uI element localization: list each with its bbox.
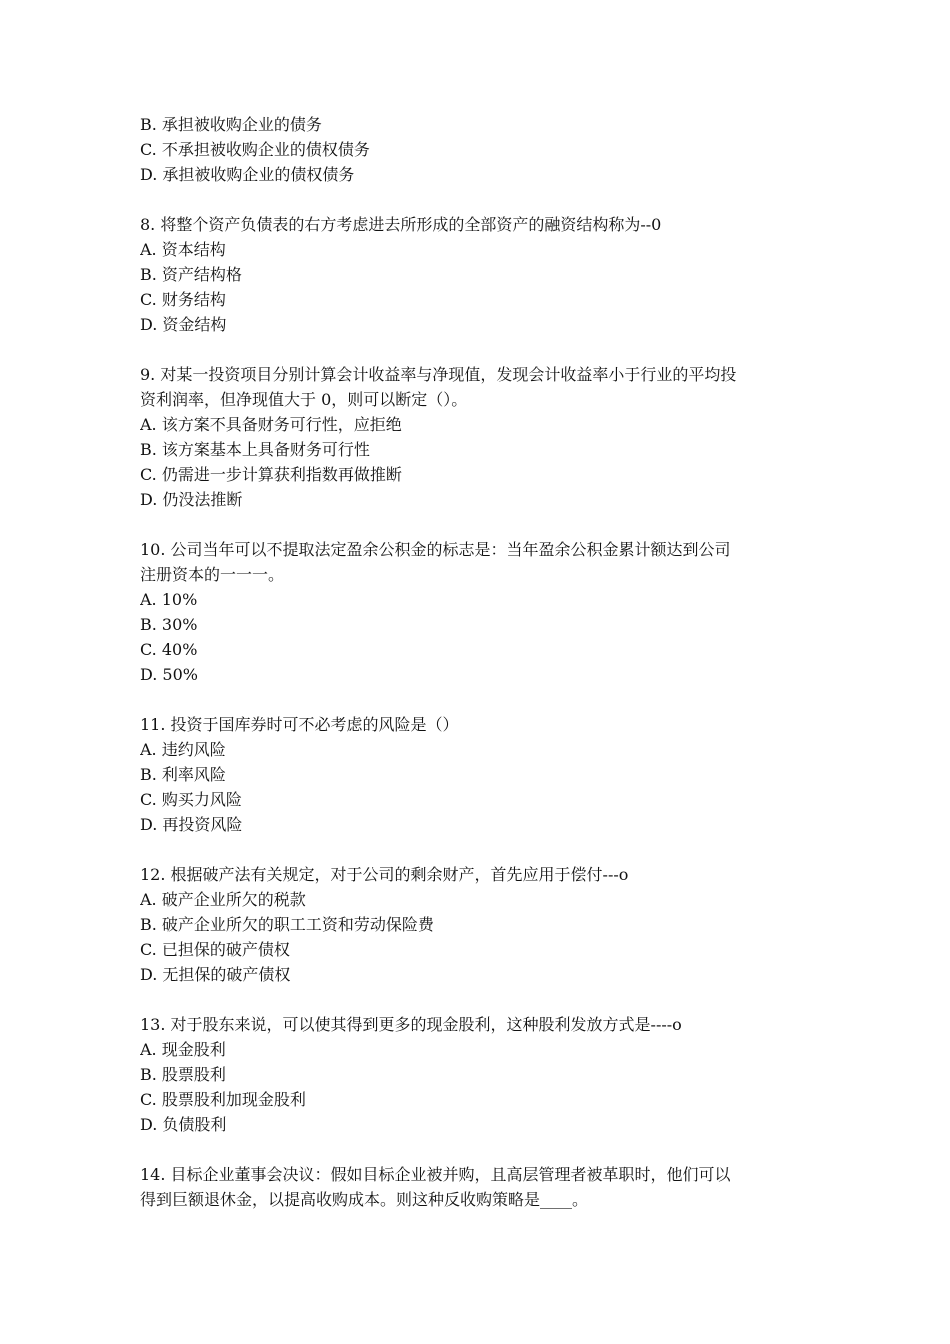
question-13 xyxy=(140,1012,820,1137)
option-line: D. 再投资风险 xyxy=(140,815,243,834)
option-line: A. 现金股利 xyxy=(140,1040,226,1059)
document-page xyxy=(140,112,820,1212)
option-line: D. 无担保的破产债权 xyxy=(140,965,291,984)
question-14 xyxy=(140,1162,820,1212)
option-line: B. 破产企业所欠的职工工资和劳动保险费 xyxy=(140,915,434,934)
option-line: B. 30% xyxy=(140,615,198,634)
question-stem: 12. 根据破产法有关规定，对于公司的剩余财产，首先应用于偿付---o xyxy=(140,865,629,884)
option-line: A. 该方案不具备财务可行性，应拒绝 xyxy=(140,415,402,434)
question-stem: 10. 公司当年可以不提取法定盈余公积金的标志是：当年盈余公积金累计额达到公司 xyxy=(140,540,731,559)
spacer xyxy=(140,187,820,212)
question-stem: 得到巨额退休金，以提高收购成本。则这种反收购策略是____。 xyxy=(140,1190,589,1209)
option-line: C. 财务结构 xyxy=(140,290,226,309)
question-stem: 8. 将整个资产负债表的右方考虑进去所形成的全部资产的融资结构称为--0 xyxy=(140,215,662,234)
option-line: D. 仍没法推断 xyxy=(140,490,243,509)
question-10 xyxy=(140,537,820,687)
question-stem: 注册资本的一一一。 xyxy=(140,565,285,584)
leading-options xyxy=(140,112,820,187)
question-stem: 11. 投资于国库券时可不必考虑的风险是（） xyxy=(140,715,459,734)
option-line: C. 股票股利加现金股利 xyxy=(140,1090,306,1109)
question-9 xyxy=(140,362,820,512)
option-line: C. 仍需进一步计算获利指数再做推断 xyxy=(140,465,402,484)
spacer xyxy=(140,687,820,712)
question-11 xyxy=(140,712,820,837)
option-line: B. 资产结构格 xyxy=(140,265,242,284)
option-line: B. 承担被收购企业的债务 xyxy=(140,115,322,134)
question-stem: 9. 对某一投资项目分别计算会计收益率与净现值，发现会计收益率小于行业的平均投 xyxy=(140,365,737,384)
spacer xyxy=(140,337,820,362)
option-line: C. 40% xyxy=(140,640,198,659)
option-line: D. 承担被收购企业的债权债务 xyxy=(140,165,355,184)
option-line: B. 该方案基本上具备财务可行性 xyxy=(140,440,370,459)
option-line: B. 利率风险 xyxy=(140,765,226,784)
option-line: C. 购买力风险 xyxy=(140,790,242,809)
spacer xyxy=(140,837,820,862)
question-12 xyxy=(140,862,820,987)
option-line: A. 违约风险 xyxy=(140,740,226,759)
option-line: A. 10% xyxy=(140,590,198,609)
question-stem: 13. 对于股东来说，可以使其得到更多的现金股利，这种股利发放方式是----o xyxy=(140,1015,682,1034)
option-line: B. 股票股利 xyxy=(140,1065,226,1084)
option-line: D. 50% xyxy=(140,665,198,684)
option-line: C. 已担保的破产债权 xyxy=(140,940,290,959)
spacer xyxy=(140,987,820,1012)
option-line: A. 破产企业所欠的税款 xyxy=(140,890,306,909)
option-line: D. 资金结构 xyxy=(140,315,227,334)
question-stem: 14. 目标企业董事会决议：假如目标企业被并购，且高层管理者被革职时，他们可以 xyxy=(140,1165,731,1184)
spacer xyxy=(140,512,820,537)
question-8 xyxy=(140,212,820,337)
question-stem: 资利润率，但净现值大于 0，则可以断定（）。 xyxy=(140,390,468,409)
option-line: C. 不承担被收购企业的债权债务 xyxy=(140,140,370,159)
option-line: A. 资本结构 xyxy=(140,240,226,259)
option-line: D. 负债股利 xyxy=(140,1115,227,1134)
spacer xyxy=(140,1137,820,1162)
